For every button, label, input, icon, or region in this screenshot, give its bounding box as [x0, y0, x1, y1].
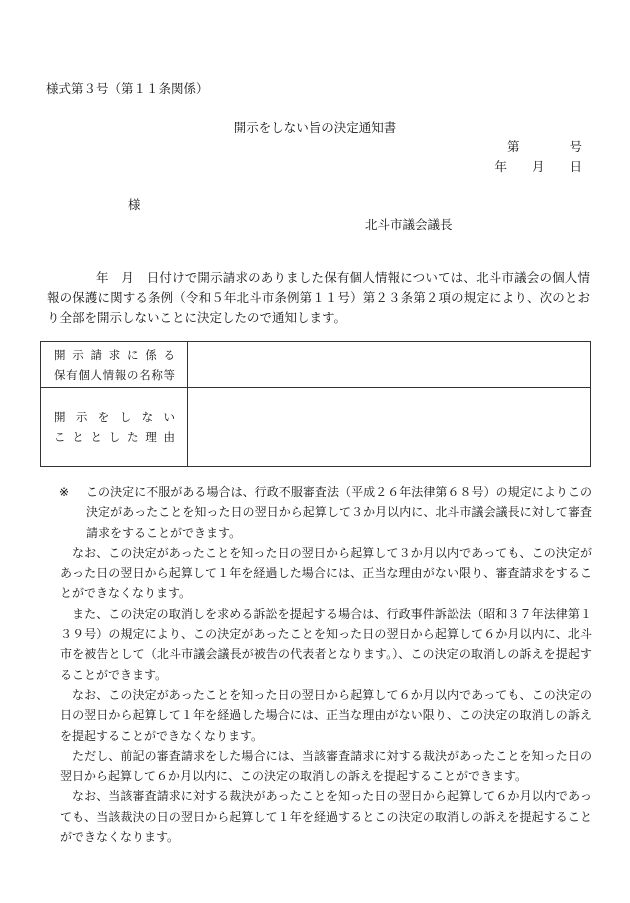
note-paragraph: なお、当該審査請求に対する裁決があったことを知った日の翌日から起算して６か月以内であっても、当該裁決の日の翌日から起算して１年を経過するとこの決定の取消しの訴えを提起することができなくなります。: [60, 789, 592, 845]
table-label-cell: [41, 388, 188, 467]
intro-text: 年 月 日付けで開示請求のありました保有個人情報については、北斗市議会の個人情報の保護に関する条例（令和５年北斗市条例第１１号）第２３条第２項の規定により、次のとおり全部を開示しないことに決定したので通知します。: [47, 270, 590, 325]
note-paragraph: なお、この決定があったことを知った日の翌日から起算して６か月以内であっても、この決定の日の翌日から起算して１年を経過した場合には、正当な理由がない限り、この決定の取消しの訴えを提起することができなくなります。: [60, 687, 592, 743]
row1-value-cell: [188, 342, 591, 388]
note-paragraph: ただし、前記の審査請求をした場合には、当該審査請求に対する裁決があったことを知った日の翌日から起算して６か月以内に、この決定の取消しの訴えを提起することができます。: [60, 748, 592, 784]
row2-value-cell: [188, 388, 591, 467]
note-paragraph: この決定に不服がある場合は、行政不服審査法（平成２６年法律第６８号）の規定によりこの決定があったことを知った日の翌日から起算して３か月以内に、北斗市議会議長に対して審査請求をすることができます。: [86, 485, 592, 540]
notes-section: [60, 482, 592, 847]
intro-paragraph: [47, 268, 590, 328]
row1-label-line2: 保有個人情報の名称等: [54, 367, 175, 382]
note-paragraph: なお、この決定があったことを知った日の翌日から起算して３か月以内であっても、この決定があった日の翌日から起算して１年を経過した場合には、正当な理由がない限り、審査請求をすることができなくなります。: [60, 545, 592, 601]
note-paragraph: また、この決定の取消しを求める訴訟を提起する場合は、行政事件訴訟法（昭和３７年法律第１３９号）の規定により、この決定があったことを知った日の翌日から起算して６か月以内に、北斗市を被告として（北斗市議会議長が被告の代表者となります。）、この決定の取消しの訴えを提起することができます。: [60, 606, 592, 682]
table-label-cell: [41, 342, 188, 388]
table-row: [41, 342, 591, 388]
document-number-line: 第 号: [506, 139, 582, 154]
document-date-line: 年 月 日: [494, 159, 582, 174]
row2-label-line2: こととした理由: [54, 430, 175, 444]
row1-label-line1: 開示請求に係る: [54, 347, 175, 362]
form-label: 様式第３号（第１１条関係）: [46, 81, 209, 96]
info-table: [40, 341, 591, 467]
note-mark: ※: [59, 485, 70, 499]
document-title: 開示をしない旨の決定通知書: [233, 120, 397, 135]
row2-label-line1: 開示をしない: [54, 410, 175, 424]
addressee-line: 様: [128, 197, 141, 212]
table-row: [41, 388, 591, 467]
issuer-name: 北斗市議会議長: [365, 217, 453, 232]
